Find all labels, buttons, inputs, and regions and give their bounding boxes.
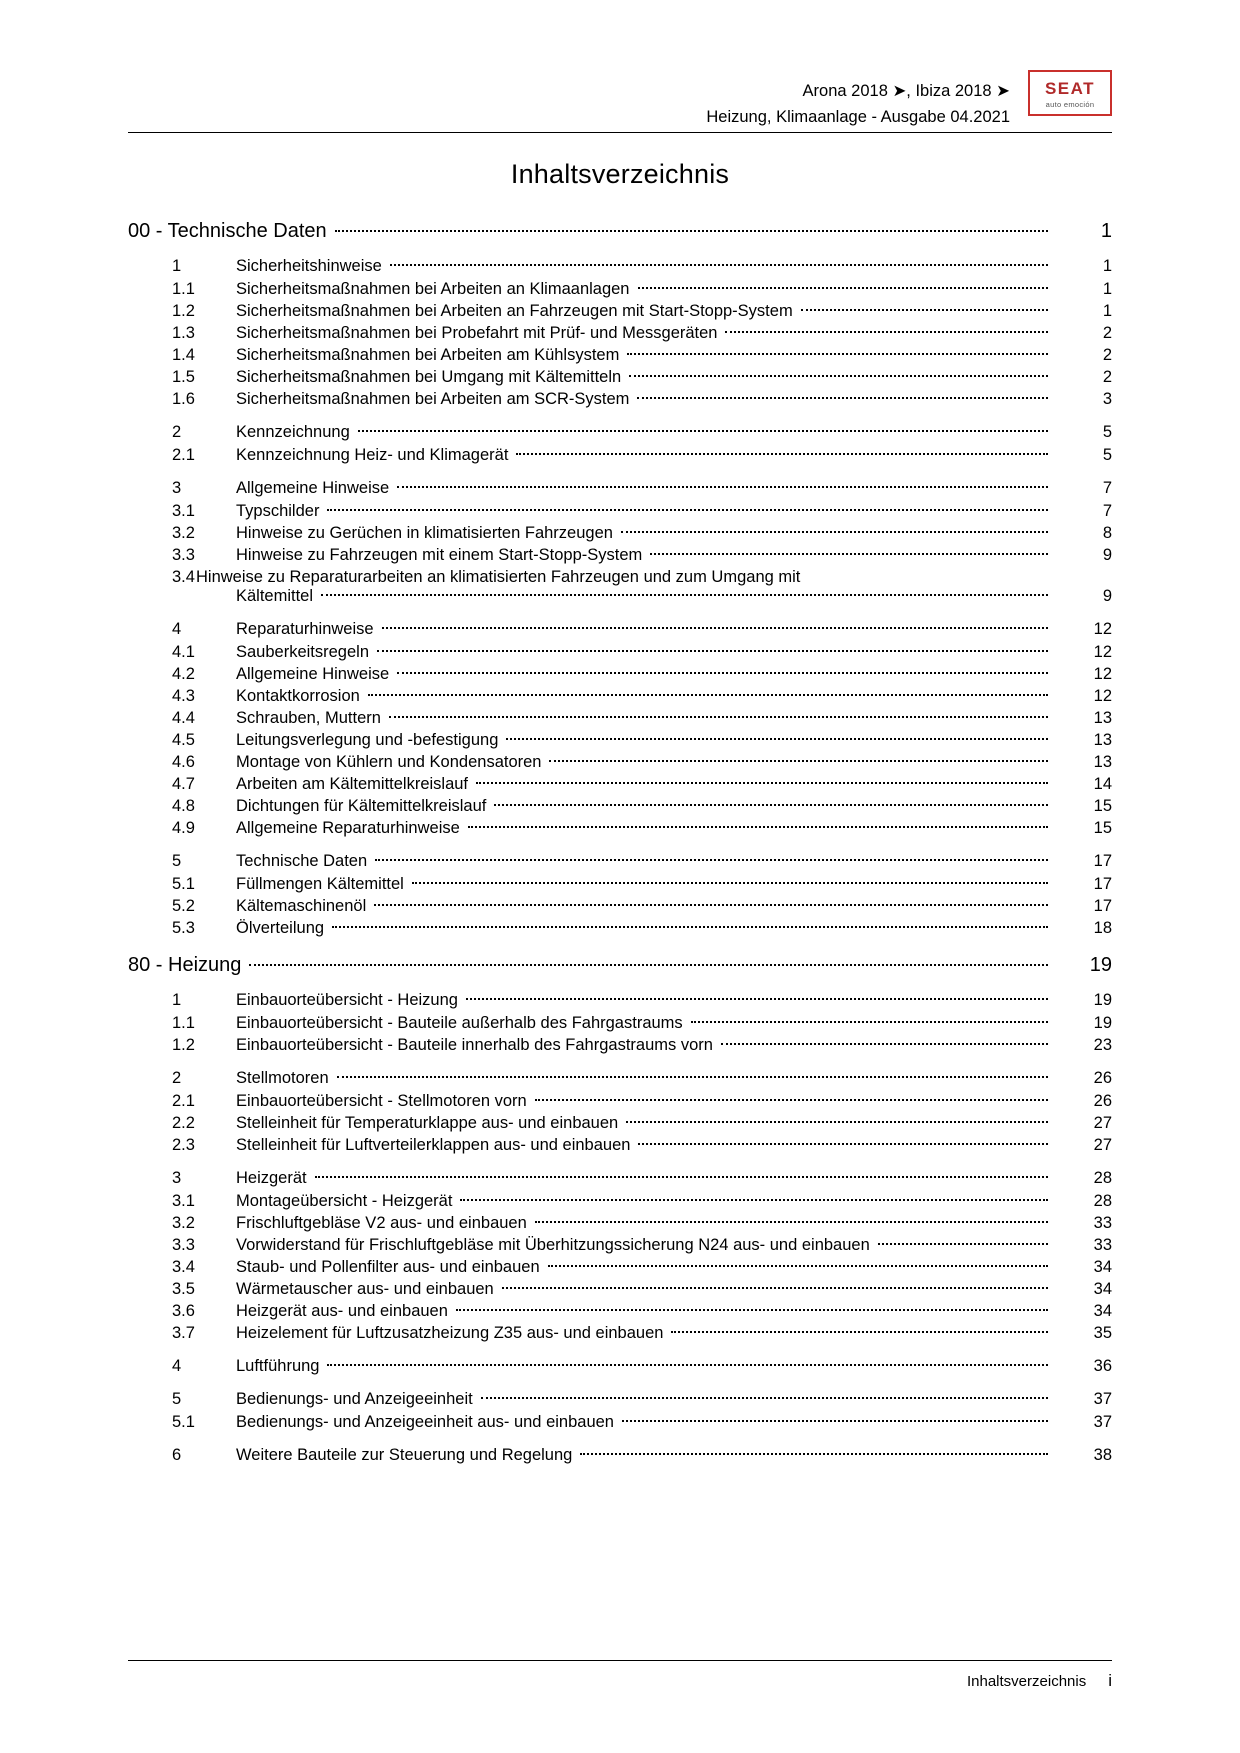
dot-leader xyxy=(637,396,1048,399)
toc-entry-page: 2 xyxy=(1102,368,1112,386)
toc-entry-number: 1.4 xyxy=(172,346,195,364)
toc-entry-title: Stelleinheit für Temperaturklappe aus- und einbauen xyxy=(236,1114,619,1132)
toc-entry-number: 3.7 xyxy=(172,1324,195,1342)
toc-section-title: Bedienungs- und Anzeigeeinheit xyxy=(236,1390,473,1408)
toc-entry-number: 2.1 xyxy=(172,1092,195,1110)
toc-section-number: 4 xyxy=(172,620,182,638)
toc-chapter-page: 1 xyxy=(1100,220,1112,242)
toc-chapter-title: 80 - Heizung xyxy=(128,954,242,976)
toc-entry-number: 4.8 xyxy=(172,797,195,815)
toc-entry-row[interactable] xyxy=(128,546,1112,565)
toc-entry-number: 1.1 xyxy=(172,280,195,298)
dot-leader xyxy=(335,229,1048,232)
page-title: Inhaltsverzeichnis xyxy=(510,159,730,189)
toc-entry-row[interactable] xyxy=(128,368,1112,387)
seat-logo xyxy=(1028,70,1112,116)
toc-section-page: 38 xyxy=(1093,1446,1112,1464)
toc-entry-title: Kontaktkorrosion xyxy=(236,687,360,705)
dot-leader xyxy=(374,903,1048,906)
toc-section-number: 4 xyxy=(172,1357,182,1375)
toc-section-page: 26 xyxy=(1093,1069,1112,1087)
page-header xyxy=(128,70,1112,130)
dot-leader xyxy=(721,1042,1048,1045)
dot-leader xyxy=(621,530,1048,533)
toc-section-number: 2 xyxy=(172,1069,182,1087)
toc-section-title: Weitere Bauteile zur Steuerung und Regelung xyxy=(236,1446,573,1464)
toc-entry-row[interactable] xyxy=(128,324,1112,343)
dot-leader xyxy=(375,858,1048,861)
toc-section-title: Allgemeine Hinweise xyxy=(236,479,390,497)
toc-section-number: 3 xyxy=(172,479,182,497)
dot-leader xyxy=(327,1363,1048,1366)
dot-leader xyxy=(725,330,1048,333)
toc-entry-row[interactable] xyxy=(128,1114,1112,1133)
page-footer xyxy=(128,1660,1112,1691)
toc-entry-number: 3.1 xyxy=(172,502,195,520)
toc-section-page: 7 xyxy=(1102,479,1112,497)
toc-entry-title: Einbauorteübersicht - Stellmotoren vorn xyxy=(236,1092,527,1110)
toc-entry-title: Kältemaschinenöl xyxy=(236,897,367,915)
dot-leader xyxy=(321,593,1048,596)
toc-entry-title: Allgemeine Reparaturhinweise xyxy=(236,819,460,837)
toc-entry-page: 33 xyxy=(1093,1214,1112,1232)
dot-leader xyxy=(476,781,1048,784)
toc-entry-page: 13 xyxy=(1093,709,1112,727)
toc-entry-row[interactable] xyxy=(128,919,1112,938)
dot-leader xyxy=(397,485,1048,488)
toc-section-number: 6 xyxy=(172,1446,182,1464)
toc-entry-row[interactable] xyxy=(128,390,1112,409)
toc-section-title: Einbauorteübersicht - Heizung xyxy=(236,991,458,1009)
dot-leader xyxy=(332,925,1048,928)
toc-entry-number: 2.2 xyxy=(172,1114,195,1132)
toc-section-row[interactable] xyxy=(128,1390,1112,1409)
toc-entry-row[interactable] xyxy=(128,753,1112,772)
toc-entry-row[interactable] xyxy=(128,280,1112,299)
toc-entry-title: Montageübersicht - Heizgerät xyxy=(236,1192,453,1210)
toc-entry-title: Schrauben, Muttern xyxy=(236,709,381,727)
seat-logo-text: SEAT xyxy=(1044,78,1096,98)
toc-entry-row[interactable] xyxy=(128,1036,1112,1055)
toc-entry-page: 2 xyxy=(1102,324,1112,342)
toc-entry-row[interactable] xyxy=(128,524,1112,543)
toc-entry-row[interactable] xyxy=(128,302,1112,321)
toc-entry-title: Montage von Kühlern und Kondensatoren xyxy=(236,753,542,771)
toc-entry-number: 3.1 xyxy=(172,1192,195,1210)
toc-entry-number: 5.1 xyxy=(172,875,195,893)
toc-section-row[interactable] xyxy=(128,1169,1112,1188)
toc-entry-number: 3.2 xyxy=(172,524,195,542)
toc-section-title: Kennzeichnung xyxy=(236,423,350,441)
toc-entry-row[interactable] xyxy=(128,568,1112,606)
toc-entry-page: 18 xyxy=(1093,919,1112,937)
dot-leader xyxy=(878,1242,1048,1245)
toc-section-row[interactable] xyxy=(128,991,1112,1010)
table-of-contents xyxy=(128,220,1112,1465)
toc-entry-page: 13 xyxy=(1093,731,1112,749)
header-model-line: Arona 2018 ➤, Ibiza 2018 ➤ xyxy=(802,82,1010,100)
dot-leader xyxy=(626,1120,1048,1123)
toc-section-title: Technische Daten xyxy=(236,852,368,870)
toc-entry-number: 2.1 xyxy=(172,446,195,464)
toc-entry-title: Sicherheitsmaßnahmen bei Arbeiten an Fahrzeugen mit Start-Stopp-System xyxy=(236,302,793,320)
toc-entry-title: Stelleinheit für Luftverteilerklappen aus- und einbauen xyxy=(236,1136,631,1154)
toc-section-page: 12 xyxy=(1093,620,1112,638)
toc-section-number: 2 xyxy=(172,423,182,441)
toc-section-row[interactable] xyxy=(128,1446,1112,1465)
toc-entry-title: Einbauorteübersicht - Bauteile innerhalb des Fahrgastraums vorn xyxy=(236,1036,713,1054)
toc-entry-row[interactable] xyxy=(128,502,1112,521)
toc-entry-row[interactable] xyxy=(128,346,1112,365)
toc-entry-title: Bedienungs- und Anzeigeeinheit aus- und einbauen xyxy=(236,1413,614,1431)
dot-leader xyxy=(502,1286,1048,1289)
toc-entry-title: Ölverteilung xyxy=(236,919,325,937)
toc-entry-title: Sicherheitsmaßnahmen bei Umgang mit Kältemitteln xyxy=(236,368,622,386)
toc-entry-page: 27 xyxy=(1093,1136,1112,1154)
toc-entry-row[interactable] xyxy=(128,1214,1112,1233)
toc-section-page: 5 xyxy=(1102,423,1112,441)
toc-section-title: Stellmotoren xyxy=(236,1069,329,1087)
toc-entry-title: Hinweise zu Fahrzeugen mit einem Start-Stopp-System xyxy=(236,546,643,564)
toc-section-title: Reparaturhinweise xyxy=(236,620,374,638)
toc-entry-page: 37 xyxy=(1093,1413,1112,1431)
dot-leader xyxy=(638,286,1049,289)
toc-entry-number: 2.3 xyxy=(172,1136,195,1154)
dot-leader xyxy=(389,715,1048,718)
toc-entry-row[interactable] xyxy=(128,687,1112,706)
toc-entry-row[interactable] xyxy=(128,797,1112,816)
toc-entry-page: 12 xyxy=(1093,665,1112,683)
toc-section-row[interactable] xyxy=(128,1357,1112,1376)
seat-logo-tagline: auto emoción xyxy=(1045,99,1095,109)
toc-entry-number: 4.3 xyxy=(172,687,195,705)
toc-section-row[interactable] xyxy=(128,1069,1112,1088)
dot-leader xyxy=(506,737,1048,740)
toc-entry-title: Hinweise zu Reparaturarbeiten an klimatisierten Fahrzeugen und zum Umgang mit xyxy=(196,568,801,586)
toc-entry-title: Kennzeichnung Heiz- und Klimagerät xyxy=(236,446,509,464)
toc-entry-line xyxy=(128,587,1112,606)
toc-entry-row[interactable] xyxy=(128,731,1112,750)
toc-entry-number: 1.2 xyxy=(172,1036,195,1054)
dot-leader xyxy=(801,308,1048,311)
toc-entry-page: 23 xyxy=(1093,1036,1112,1054)
toc-section-number: 3 xyxy=(172,1169,182,1187)
toc-section-number: 5 xyxy=(172,852,182,870)
toc-entry-number: 3.4 xyxy=(172,1258,195,1276)
toc-entry-page: 28 xyxy=(1093,1192,1112,1210)
toc-entry-title: Sicherheitsmaßnahmen bei Probefahrt mit Prüf- und Messgeräten xyxy=(236,324,718,342)
header-subject-line: Heizung, Klimaanlage - Ausgabe 04.2021 xyxy=(706,108,1010,126)
header-divider xyxy=(128,132,1112,133)
dot-leader xyxy=(377,649,1048,652)
footer-divider xyxy=(128,1660,1112,1661)
toc-entry-page: 19 xyxy=(1093,1014,1112,1032)
toc-entry-page: 34 xyxy=(1093,1302,1112,1320)
toc-entry-number: 1.1 xyxy=(172,1014,195,1032)
toc-entry-row[interactable] xyxy=(128,1192,1112,1211)
toc-entry-title: Wärmetauscher aus- und einbauen xyxy=(236,1280,494,1298)
toc-entry-page: 27 xyxy=(1093,1114,1112,1132)
toc-entry-number: 1.5 xyxy=(172,368,195,386)
toc-section-row[interactable] xyxy=(128,852,1112,871)
dot-leader xyxy=(494,803,1048,806)
toc-entry-row[interactable] xyxy=(128,1302,1112,1321)
toc-entry-title: Dichtungen für Kältemittelkreislauf xyxy=(236,797,487,815)
dot-leader xyxy=(368,693,1048,696)
toc-entry-number: 4.5 xyxy=(172,731,195,749)
toc-section-title: Sicherheitshinweise xyxy=(236,257,382,275)
toc-entry-page: 34 xyxy=(1093,1280,1112,1298)
dot-leader xyxy=(382,626,1048,629)
toc-entry-row[interactable] xyxy=(128,1092,1112,1111)
dot-leader xyxy=(481,1396,1048,1399)
toc-entry-page: 1 xyxy=(1102,302,1112,320)
dot-leader xyxy=(327,508,1048,511)
dot-leader xyxy=(549,759,1048,762)
toc-section-page: 36 xyxy=(1093,1357,1112,1375)
toc-entry-number: 3.3 xyxy=(172,546,195,564)
dot-leader xyxy=(622,1419,1048,1422)
toc-entry-title: Typschilder xyxy=(236,502,320,520)
toc-section-page: 37 xyxy=(1093,1390,1112,1408)
dot-leader xyxy=(412,881,1048,884)
toc-entry-row[interactable] xyxy=(128,446,1112,465)
dot-leader xyxy=(638,1142,1048,1145)
toc-chapter-row[interactable] xyxy=(128,954,1112,977)
toc-entry-row[interactable] xyxy=(128,819,1112,838)
toc-entry-title: Sicherheitsmaßnahmen bei Arbeiten am SCR-System xyxy=(236,390,630,408)
toc-entry-title: Heizelement für Luftzusatzheizung Z35 aus- und einbauen xyxy=(236,1324,664,1342)
toc-entry-line xyxy=(128,568,1112,587)
toc-entry-row[interactable] xyxy=(128,1280,1112,1299)
footer-label: Inhaltsverzeichnis xyxy=(966,1673,1087,1690)
toc-section-page: 28 xyxy=(1093,1169,1112,1187)
dot-leader xyxy=(249,963,1048,966)
toc-entry-page: 15 xyxy=(1093,797,1112,815)
dot-leader xyxy=(315,1175,1048,1178)
dot-leader xyxy=(535,1098,1048,1101)
toc-section-number: 1 xyxy=(172,257,182,275)
dot-leader xyxy=(691,1020,1048,1023)
toc-entry-title: Frischluftgebläse V2 aus- und einbauen xyxy=(236,1214,527,1232)
toc-entry-page: 9 xyxy=(1102,546,1112,564)
toc-section-row[interactable] xyxy=(128,257,1112,276)
toc-entry-title: Füllmengen Kältemittel xyxy=(236,875,404,893)
toc-entry-page: 7 xyxy=(1102,502,1112,520)
toc-entry-title: Leitungsverlegung und -befestigung xyxy=(236,731,499,749)
toc-entry-title: Sauberkeitsregeln xyxy=(236,643,369,661)
toc-entry-number: 4.7 xyxy=(172,775,195,793)
toc-section-page: 1 xyxy=(1102,257,1112,275)
toc-entry-row[interactable] xyxy=(128,1136,1112,1155)
dot-leader xyxy=(650,552,1048,555)
toc-entry-page: 1 xyxy=(1102,280,1112,298)
toc-entry-number: 3.2 xyxy=(172,1214,195,1232)
toc-entry-number: 3.5 xyxy=(172,1280,195,1298)
toc-chapter xyxy=(128,954,1112,1465)
toc-entry-page: 13 xyxy=(1093,753,1112,771)
toc-entry-number: 5.1 xyxy=(172,1413,195,1431)
toc-entry-number: 3.6 xyxy=(172,1302,195,1320)
toc-section-page: 17 xyxy=(1093,852,1112,870)
toc-entry-page: 15 xyxy=(1093,819,1112,837)
header-document-info xyxy=(706,70,1028,130)
dot-leader xyxy=(456,1308,1048,1311)
toc-section-row[interactable] xyxy=(128,620,1112,639)
dot-leader xyxy=(460,1198,1048,1201)
toc-entry-title: Einbauorteübersicht - Bauteile außerhalb des Fahrgastraums xyxy=(236,1014,683,1032)
dot-leader xyxy=(671,1330,1048,1333)
toc-entry-number: 4.1 xyxy=(172,643,195,661)
toc-entry-page: 17 xyxy=(1093,875,1112,893)
toc-entry-row[interactable] xyxy=(128,1014,1112,1033)
dot-leader xyxy=(580,1452,1048,1455)
dot-leader xyxy=(390,263,1048,266)
toc-entry-title: Sicherheitsmaßnahmen bei Arbeiten an Klimaanlagen xyxy=(236,280,630,298)
toc-entry-page: 26 xyxy=(1093,1092,1112,1110)
dot-leader xyxy=(466,997,1048,1000)
toc-entry-page: 9 xyxy=(1102,587,1112,605)
toc-entry-page: 34 xyxy=(1093,1258,1112,1276)
toc-entry-page: 2 xyxy=(1102,346,1112,364)
toc-entry-page: 14 xyxy=(1093,775,1112,793)
toc-entry-row[interactable] xyxy=(128,1236,1112,1255)
toc-section-row[interactable] xyxy=(128,479,1112,498)
toc-entry-title: Hinweise zu Gerüchen in klimatisierten Fahrzeugen xyxy=(236,524,613,542)
toc-entry-number: 5.3 xyxy=(172,919,195,937)
toc-section-number: 5 xyxy=(172,1390,182,1408)
dot-leader xyxy=(468,825,1048,828)
toc-entry-title: Allgemeine Hinweise xyxy=(236,665,390,683)
toc-entry-row[interactable] xyxy=(128,775,1112,794)
toc-chapter-row[interactable] xyxy=(128,220,1112,243)
toc-entry-number: 3.3 xyxy=(172,1236,195,1254)
dot-leader xyxy=(516,452,1048,455)
dot-leader xyxy=(535,1220,1048,1223)
toc-section-title: Luftführung xyxy=(236,1357,320,1375)
toc-entry-row[interactable] xyxy=(128,709,1112,728)
toc-chapter-page: 19 xyxy=(1089,954,1112,976)
toc-entry-page: 8 xyxy=(1102,524,1112,542)
toc-section-page: 19 xyxy=(1093,991,1112,1009)
toc-entry-page: 12 xyxy=(1093,643,1112,661)
toc-entry-title: Arbeiten am Kältemittelkreislauf xyxy=(236,775,469,793)
toc-entry-title: Vorwiderstand für Frischluftgebläse mit Überhitzungssicherung N24 aus- und einbauen xyxy=(236,1236,870,1254)
toc-section-title: Heizgerät xyxy=(236,1169,307,1187)
toc-entry-row[interactable] xyxy=(128,1413,1112,1432)
toc-chapter-title: 00 - Technische Daten xyxy=(128,220,327,242)
toc-entry-row[interactable] xyxy=(128,665,1112,684)
footer-page-number: i xyxy=(1108,1671,1112,1690)
dot-leader xyxy=(397,671,1048,674)
toc-section-row[interactable] xyxy=(128,423,1112,442)
toc-entry-number: 4.6 xyxy=(172,753,195,771)
dot-leader xyxy=(627,352,1048,355)
toc-chapter xyxy=(128,220,1112,938)
toc-entry-number: 1.2 xyxy=(172,302,195,320)
toc-entry-number: 5.2 xyxy=(172,897,195,915)
toc-entry-row[interactable] xyxy=(128,643,1112,662)
toc-entry-title: Staub- und Pollenfilter aus- und einbauen xyxy=(236,1258,540,1276)
toc-entry-title-continued: Kältemittel xyxy=(236,587,314,605)
toc-entry-row[interactable] xyxy=(128,1324,1112,1343)
toc-entry-page: 12 xyxy=(1093,687,1112,705)
toc-entry-number: 4.2 xyxy=(172,665,195,683)
toc-entry-row[interactable] xyxy=(128,875,1112,894)
toc-entry-number: 4.9 xyxy=(172,819,195,837)
toc-entry-row[interactable] xyxy=(128,1258,1112,1277)
dot-leader xyxy=(629,374,1048,377)
toc-entry-number: 1.3 xyxy=(172,324,195,342)
toc-entry-page: 17 xyxy=(1093,897,1112,915)
toc-entry-number: 1.6 xyxy=(172,390,195,408)
toc-entry-title: Sicherheitsmaßnahmen bei Arbeiten am Kühlsystem xyxy=(236,346,620,364)
toc-section-number: 1 xyxy=(172,991,182,1009)
toc-entry-number: 4.4 xyxy=(172,709,195,727)
toc-entry-page: 3 xyxy=(1102,390,1112,408)
dot-leader xyxy=(337,1075,1048,1078)
toc-entry-title: Heizgerät aus- und einbauen xyxy=(236,1302,448,1320)
toc-entry-page: 5 xyxy=(1102,446,1112,464)
toc-entry-number: 3.4 xyxy=(172,568,195,586)
toc-entry-page: 35 xyxy=(1093,1324,1112,1342)
dot-leader xyxy=(358,429,1048,432)
toc-entry-row[interactable] xyxy=(128,897,1112,916)
toc-entry-page: 33 xyxy=(1093,1236,1112,1254)
dot-leader xyxy=(548,1264,1048,1267)
